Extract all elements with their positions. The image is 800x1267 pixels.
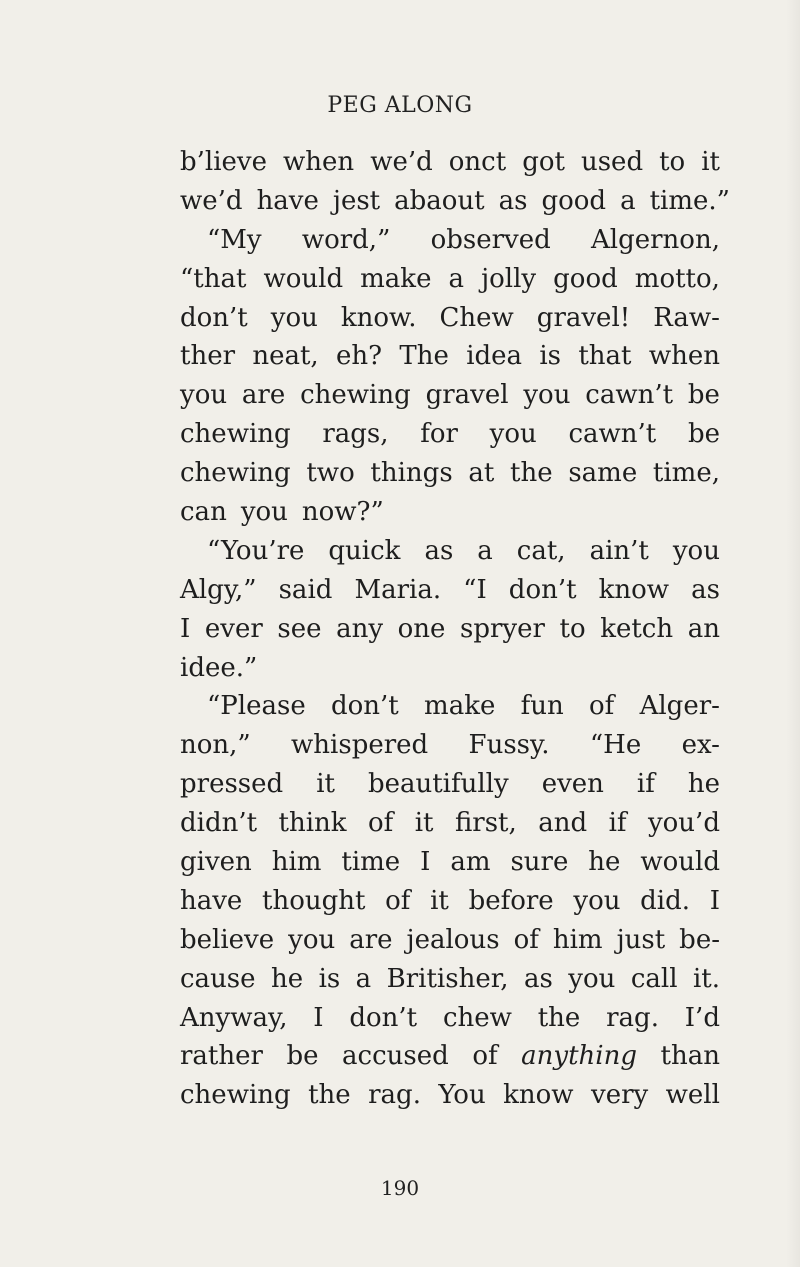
text-line [180, 532, 720, 571]
word: a [448, 263, 465, 294]
word: The [399, 341, 449, 372]
word: when [648, 341, 720, 372]
word: you’d [647, 808, 720, 839]
word: beautifully [367, 769, 509, 800]
word: Maria. [354, 574, 442, 605]
word: you [240, 497, 288, 528]
word: gravel! [536, 302, 631, 333]
word: make [424, 691, 496, 722]
word: know [503, 1080, 574, 1111]
text-line [180, 493, 720, 532]
word: and [538, 808, 588, 839]
word: know [598, 574, 670, 605]
word: didn’t [180, 808, 258, 839]
word: well [665, 1080, 720, 1111]
word: of [513, 924, 539, 955]
word: rather [180, 1041, 263, 1072]
word: make [360, 263, 432, 294]
word: have [256, 185, 319, 216]
word: Fussy. [468, 730, 550, 761]
word: Raw- [653, 302, 720, 333]
text-line [180, 299, 720, 338]
text-line [180, 687, 720, 726]
word: see [277, 613, 322, 644]
word: Britisher, [386, 963, 509, 994]
word: as [691, 574, 720, 605]
word: spryer [460, 613, 545, 644]
word: he [687, 769, 720, 800]
word: I [709, 885, 720, 916]
text-line [180, 649, 720, 688]
word: time, [652, 458, 720, 489]
word: when [283, 147, 355, 177]
word: him [552, 924, 603, 955]
word: the [308, 1080, 351, 1111]
word: chewing [180, 419, 291, 450]
word: idea [466, 341, 523, 372]
word: you [523, 380, 571, 411]
word: non,” [180, 730, 251, 761]
word: would [263, 263, 344, 294]
word: be- [679, 924, 720, 955]
text-line [180, 454, 720, 493]
word: observed [430, 224, 551, 255]
word: “He [589, 730, 642, 761]
word: if [636, 769, 655, 800]
word: time [341, 847, 401, 878]
word: “I [463, 574, 487, 605]
word: you [568, 963, 616, 994]
word: at [468, 458, 495, 489]
word: Chew [439, 302, 514, 333]
text-line [180, 337, 720, 376]
word: sure [510, 847, 569, 878]
word: are [349, 924, 393, 955]
word: did. [640, 885, 691, 916]
word: be [286, 1041, 319, 1072]
word: jealous [406, 924, 500, 955]
word: abaout [394, 185, 485, 216]
text-line [180, 182, 730, 221]
text-line [180, 260, 720, 299]
word: whispered [291, 730, 429, 761]
word: rag. [368, 1080, 421, 1111]
word: cat, [516, 535, 566, 566]
word: than [660, 1041, 720, 1072]
word: “that [180, 263, 247, 294]
word: don’t [508, 574, 577, 605]
word: “My [207, 224, 262, 255]
word: to [659, 147, 686, 177]
word: of [367, 808, 394, 839]
word: ever [204, 613, 263, 644]
word: you [672, 535, 720, 566]
word: the [510, 458, 553, 489]
word: ketch [600, 613, 674, 644]
word: even [541, 769, 604, 800]
word: I’d [684, 1002, 720, 1033]
word: the [537, 1002, 581, 1033]
word: things [370, 458, 453, 489]
word: thought [262, 885, 366, 916]
page-number: 190 [380, 1176, 420, 1200]
word: it. [692, 963, 720, 994]
word: it [430, 885, 449, 916]
word: chewing [180, 1080, 291, 1111]
word: neat, [252, 341, 319, 372]
text-line [180, 1037, 720, 1076]
word: think [278, 808, 347, 839]
text-line [180, 376, 720, 415]
word: idee.” [180, 652, 258, 683]
text-line [180, 221, 720, 260]
word: he [270, 963, 304, 994]
word: for [420, 419, 458, 450]
word: I [313, 1002, 324, 1033]
text-line [180, 960, 720, 999]
word: call [630, 963, 678, 994]
word: that [578, 341, 632, 372]
word: have [180, 885, 243, 916]
word: would [640, 847, 720, 878]
word: I [420, 847, 431, 878]
word: chewing [300, 380, 411, 411]
word: just [616, 924, 666, 955]
word: it [701, 147, 720, 177]
text-line [180, 1076, 720, 1115]
word: we’d [180, 185, 243, 216]
text-line [180, 882, 720, 921]
word: fun [520, 691, 564, 722]
word: you [180, 380, 228, 411]
word: I [180, 613, 191, 644]
word: “Please [207, 691, 306, 722]
word: if [608, 808, 627, 839]
word: You [438, 1080, 486, 1111]
page-edge-shade [786, 0, 800, 1267]
word: given [180, 847, 252, 878]
word: word,” [301, 224, 391, 255]
word: Algy,” [180, 574, 257, 605]
text-line [180, 610, 720, 649]
word: a [477, 535, 493, 566]
word: it [316, 769, 335, 800]
word: cawn’t [585, 380, 674, 411]
word: first, [454, 808, 517, 839]
text-line [180, 999, 720, 1038]
word: are [241, 380, 286, 411]
word: you [573, 885, 621, 916]
word: chew [442, 1002, 512, 1033]
word: you [270, 302, 318, 333]
word: be [687, 380, 720, 411]
word: am [450, 847, 491, 878]
word: an [687, 613, 720, 644]
word: chewing [180, 458, 291, 489]
word: of [385, 885, 411, 916]
word: as [524, 963, 553, 994]
word: don’t [180, 302, 248, 333]
word: Anyway, [180, 1002, 288, 1033]
running-head: PEG ALONG [327, 93, 473, 118]
word: one [397, 613, 446, 644]
text-line [180, 921, 720, 960]
word: don’t [349, 1002, 418, 1033]
word: eh? [336, 341, 383, 372]
word: Alger- [639, 691, 720, 722]
word: b’lieve [180, 147, 268, 177]
word: can [180, 497, 227, 528]
word: be [687, 419, 720, 450]
word: you [288, 924, 336, 955]
word: as [424, 535, 454, 566]
word: accused [342, 1041, 449, 1072]
word: a [355, 963, 372, 994]
word: time.” [649, 185, 730, 216]
word: is [539, 341, 562, 372]
text-line [180, 571, 720, 610]
word: a [620, 185, 636, 216]
word: Algernon, [591, 224, 720, 255]
word: rag. [606, 1002, 659, 1033]
word: got [522, 147, 565, 177]
word: good [541, 185, 607, 216]
word: believe [180, 924, 275, 955]
word: know. [340, 302, 417, 333]
word: gravel [425, 380, 509, 411]
word: used [580, 147, 644, 177]
text-line [180, 843, 720, 882]
word: of [472, 1041, 498, 1072]
word: ex- [681, 730, 720, 761]
word: is [318, 963, 341, 994]
word: he [588, 847, 621, 878]
word: “You’re [207, 535, 305, 566]
word: good [553, 263, 618, 294]
body-text [180, 143, 730, 1115]
word: very [591, 1080, 649, 1111]
text-line [180, 143, 720, 182]
word: jest [332, 185, 381, 216]
word: said [278, 574, 333, 605]
word: pressed [180, 769, 284, 800]
word: jolly [481, 263, 537, 294]
word: quick [328, 535, 401, 566]
word: cause [180, 963, 256, 994]
word: to [559, 613, 586, 644]
text-line [180, 415, 720, 454]
word: we’d [370, 147, 433, 177]
word: onct [448, 147, 507, 177]
word: of [589, 691, 615, 722]
word: same [568, 458, 638, 489]
text-line [180, 765, 720, 804]
word: ther [180, 341, 236, 372]
word: don’t [331, 691, 399, 722]
word: you [489, 419, 537, 450]
word: now?” [301, 497, 384, 528]
word: two [306, 458, 355, 489]
word: it [414, 808, 434, 839]
word: rags, [322, 419, 389, 450]
word: any [336, 613, 384, 644]
word: ain’t [589, 535, 649, 566]
text-line [180, 726, 720, 765]
word: as [498, 185, 528, 216]
word: cawn’t [568, 419, 657, 450]
word: before [468, 885, 554, 916]
italic-word: anything [521, 1041, 637, 1072]
text-line [180, 804, 720, 843]
word: motto, [634, 263, 720, 294]
word: him [271, 847, 322, 878]
